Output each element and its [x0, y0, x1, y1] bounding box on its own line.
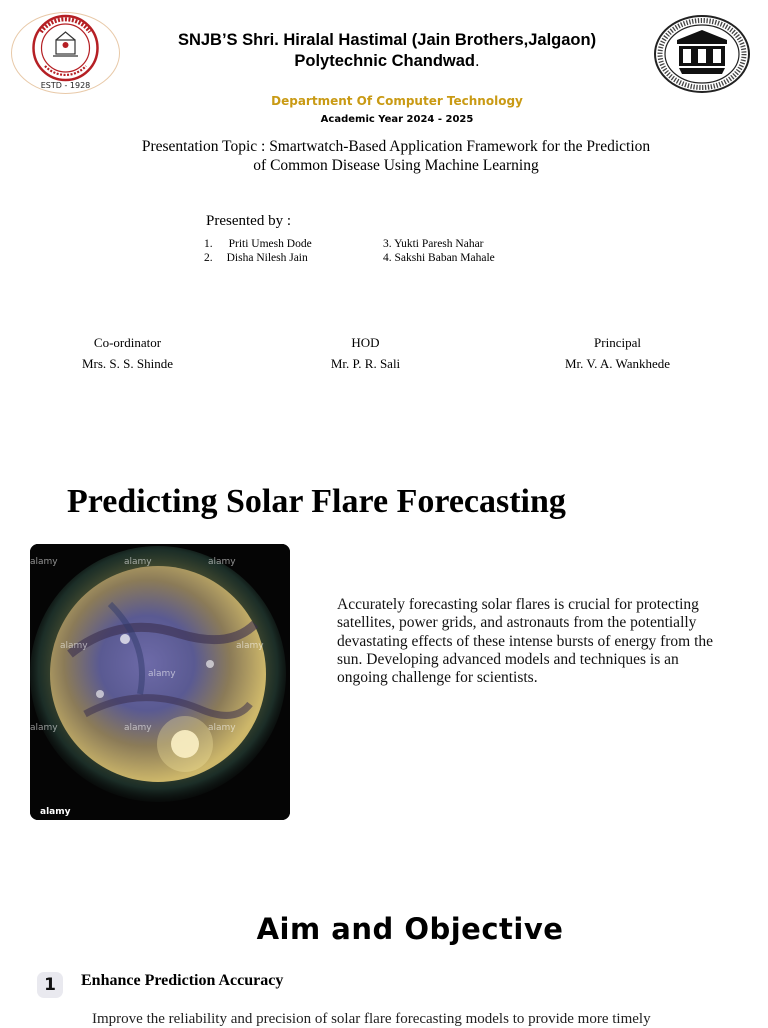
member-name: Disha Nilesh Jain [226, 252, 308, 264]
objective-description: Improve the reliability and precision of solar flare forecasting models to provide more timely [92, 1011, 651, 1027]
presentation-topic [120, 137, 672, 175]
slide-title-solar-flare: Predicting Solar Flare Forecasting [67, 483, 566, 520]
slide-title-aim: Aim and Objective [256, 912, 564, 946]
objective-number-badge: 1 [37, 972, 63, 998]
watermark-corner: alamy [40, 807, 71, 817]
watermark: alamy [30, 723, 58, 733]
member-number: 2. [204, 252, 213, 264]
member-4 [383, 252, 495, 264]
institute-logo [11, 12, 120, 94]
topic-line1: Presentation Topic : Smartwatch-Based Application Framework for the Prediction [141, 138, 651, 155]
member-number: 1. [204, 238, 213, 250]
staff-coordinator [45, 335, 210, 372]
watermark: alamy [60, 641, 88, 651]
staff-name: Mr. V. A. Wankhede [564, 356, 671, 371]
staff-role: Principal [594, 335, 641, 350]
member-name: Yukti Paresh Nahar [394, 238, 484, 250]
topic-line2: of Common Disease Using Machine Learning [253, 157, 539, 174]
objective-heading: Enhance Prediction Accuracy [81, 972, 284, 989]
member-2 [204, 252, 308, 264]
staff-role: HOD [351, 335, 380, 350]
member-3 [383, 238, 484, 250]
presented-by-label: Presented by : [206, 213, 291, 229]
msbte-board-logo [653, 14, 751, 94]
institute-name-suffix: . [475, 52, 480, 70]
staff-hod [283, 335, 448, 372]
watermark: alamy [124, 723, 152, 733]
staff-name: Mr. P. R. Sali [330, 356, 401, 371]
academic-year: Academic Year 2024 - 2025 [320, 114, 474, 125]
member-number: 4. [383, 252, 392, 264]
member-name: Priti Umesh Dode [228, 238, 312, 250]
institute-name-line2-text: Polytechnic Chandwad [294, 52, 476, 70]
watermark: alamy [236, 641, 264, 651]
watermark: alamy [30, 557, 58, 567]
staff-principal [535, 335, 700, 372]
member-name: Sakshi Baban Mahale [394, 252, 495, 264]
department-name: Department Of Computer Technology [271, 94, 523, 108]
institute-name-line2 [150, 51, 624, 72]
logo-year: ESTD - 1928 [40, 81, 91, 90]
watermark: alamy [148, 669, 176, 679]
member-number: 3. [383, 238, 392, 250]
watermark: alamy [124, 557, 152, 567]
solar-flare-description: Accurately forecasting solar flares is crucial for protecting satellites, power grids, and astronauts from the potentially devastating effects of these intense bursts of energy from the sun. Developing advanced models and techniques is an ongoing challenge for scientists. [337, 596, 714, 687]
watermark: alamy [208, 723, 236, 733]
watermark: alamy [208, 557, 236, 567]
staff-name: Mrs. S. S. Shinde [81, 356, 174, 371]
sun-image [30, 544, 290, 820]
institute-name-line1: SNJB’S Shri. Hiralal Hastimal (Jain Brothers,Jalgaon) [177, 31, 597, 49]
member-1 [204, 238, 312, 250]
institute-name [150, 30, 624, 72]
staff-role: Co-ordinator [93, 335, 162, 350]
